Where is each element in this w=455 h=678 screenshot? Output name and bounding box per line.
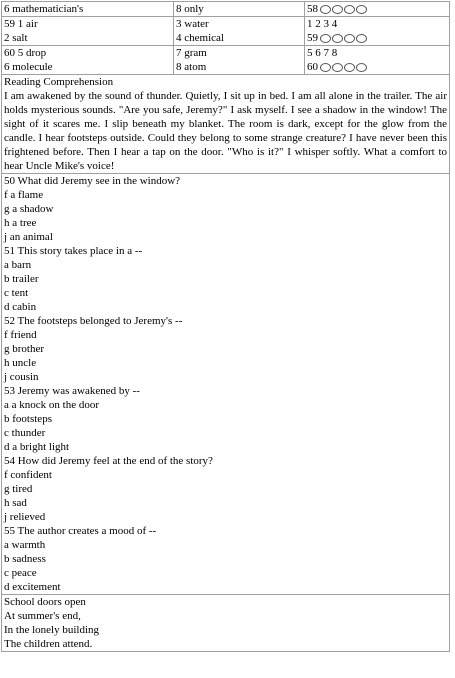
poem-section [2, 595, 449, 651]
answer-option: b footsteps [4, 413, 52, 425]
answer-option: b sadness [4, 553, 46, 565]
answer-bubble-icon[interactable] [320, 63, 331, 72]
question-text: 51 This story takes place in a -- [4, 245, 143, 257]
answer-option: h sad [4, 497, 27, 509]
answer-option: g a shadow [4, 203, 54, 215]
grid-row [2, 2, 449, 17]
grid-row [2, 46, 449, 75]
grid-cell [2, 17, 174, 45]
answer-line [307, 2, 447, 16]
grid-text: 2 salt [4, 32, 28, 44]
answer-bubbles [320, 34, 367, 43]
answer-option: h a tree [4, 217, 37, 229]
answer-line [307, 60, 447, 74]
question-text: 52 The footsteps belonged to Jeremy's -- [4, 315, 183, 327]
question-text: 55 The author creates a mood of -- [4, 525, 157, 537]
grid-text: 5 6 7 8 [307, 47, 338, 59]
answer-bubble-icon[interactable] [320, 34, 331, 43]
answer-option: d a bright light [4, 441, 70, 453]
poem-line: At summer's end, [4, 610, 81, 622]
grid-cell [174, 17, 305, 45]
answer-option: c peace [4, 567, 37, 579]
answer-option: a warmth [4, 539, 46, 551]
grid-text: 1 2 3 4 [307, 18, 338, 30]
answer-line [307, 31, 447, 45]
reading-passage: I am awakened by the sound of thunder. Quietly, I sit up in bed. I am all alone in the trailer. The air holds mysterious sounds. "Are you safe, Jeremy?" I ask myself. I see a shadow in the window! The sight of it scares me. I slip beneath my blanket. The room is dark, except for the glow from the candle. I hear footsteps outside. Could they belong to some strange creature? I have never been this frightened before. Then I hear a tap on the door. "Who is it?" I whisper softly. What a comfort to hear Uncle Mike's voice! [4, 90, 447, 172]
grid-cell [2, 2, 174, 16]
answer-option: f confident [4, 469, 52, 481]
grid-text: 58 [307, 3, 318, 15]
answer-bubbles [320, 5, 367, 14]
answer-bubble-icon[interactable] [332, 34, 343, 43]
answer-bubble-icon[interactable] [344, 63, 355, 72]
grid-text: 6 molecule [4, 61, 53, 73]
grid-cell [305, 17, 449, 45]
question-text: 50 What did Jeremy see in the window? [4, 175, 181, 187]
answer-option: a barn [4, 259, 32, 271]
answer-option: j relieved [4, 511, 46, 523]
poem-line: School doors open [4, 596, 86, 608]
grid-text: 60 [307, 61, 318, 73]
answer-bubble-icon[interactable] [356, 34, 367, 43]
answer-option: j cousin [4, 371, 39, 383]
answer-option: h uncle [4, 357, 37, 369]
answer-option: d cabin [4, 301, 37, 313]
grid-text: 4 chemical [176, 32, 224, 44]
grid-cell [305, 2, 449, 16]
answer-grid [2, 2, 449, 75]
poem-line: In the lonely building [4, 624, 100, 636]
answer-option: j an animal [4, 231, 53, 243]
answer-bubble-icon[interactable] [344, 34, 355, 43]
grid-text: 3 water [176, 18, 209, 30]
answer-bubble-icon[interactable] [332, 63, 343, 72]
question-text: 53 Jeremy was awakened by -- [4, 385, 140, 397]
grid-text: 6 mathematician's [4, 3, 84, 15]
answer-option: a a knock on the door [4, 399, 99, 411]
answer-option: g brother [4, 343, 45, 355]
grid-text: 60 5 drop [4, 47, 47, 59]
grid-text: 8 only [176, 3, 204, 15]
answer-bubble-icon[interactable] [356, 63, 367, 72]
worksheet [1, 1, 450, 652]
questions-section [2, 174, 449, 595]
grid-row [2, 17, 449, 46]
answer-option: d excitement [4, 581, 61, 593]
grid-text: 59 1 air [4, 18, 38, 30]
answer-bubble-icon[interactable] [320, 5, 331, 14]
answer-bubble-icon[interactable] [356, 5, 367, 14]
grid-cell [174, 2, 305, 16]
answer-bubble-icon[interactable] [332, 5, 343, 14]
answer-option: b trailer [4, 273, 39, 285]
grid-cell [305, 46, 449, 74]
answer-option: f friend [4, 329, 37, 341]
question-text: 54 How did Jeremy feel at the end of the story? [4, 455, 213, 467]
answer-bubble-icon[interactable] [344, 5, 355, 14]
poem-line: The children attend. [4, 638, 93, 650]
answer-bubbles [320, 63, 367, 72]
grid-cell [174, 46, 305, 74]
reading-section [2, 75, 449, 174]
grid-text: 8 atom [176, 61, 207, 73]
answer-option: g tired [4, 483, 33, 495]
grid-text: 59 [307, 32, 318, 44]
grid-cell [2, 46, 174, 74]
reading-title: Reading Comprehension [4, 76, 114, 88]
answer-option: f a flame [4, 189, 44, 201]
grid-text: 7 gram [176, 47, 207, 59]
answer-option: c thunder [4, 427, 46, 439]
answer-option: c tent [4, 287, 29, 299]
